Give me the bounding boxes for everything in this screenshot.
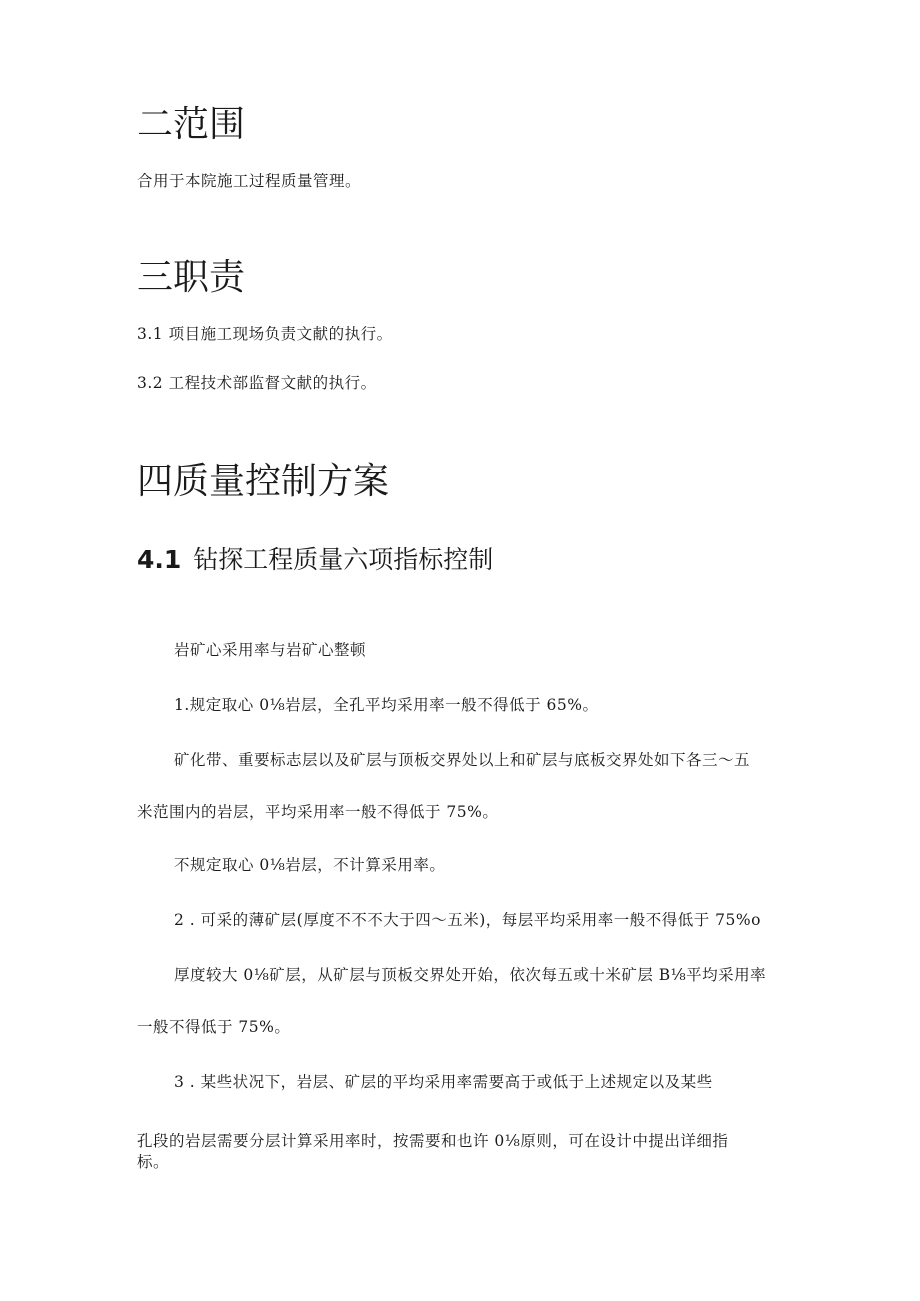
subsection-heading <box>137 545 493 575</box>
duty-item: 3.2 工程技术部监督文献的执行。 <box>137 374 377 392</box>
body-paragraph: 1.规定取心 0⅛岩层，全孔平均采用率一般不得低于 65%。 <box>174 696 599 714</box>
section-heading-duties: 三职责 <box>137 257 246 298</box>
section-heading-scope: 二范围 <box>137 104 246 145</box>
body-paragraph: 米范围内的岩层，平均采用率一般不得低于 75%。 <box>137 803 499 821</box>
body-paragraph: 标。 <box>137 1153 170 1171</box>
body-paragraph: 厚度较大 0⅛矿层，从矿层与顶板交界处开始，依次每五或十米矿层 B⅛平均采用率 <box>174 966 767 984</box>
section-heading-quality: 四质量控制方案 <box>137 461 390 502</box>
body-paragraph: 岩矿心采用率与岩矿心整顿 <box>174 641 367 659</box>
duty-item: 3.1 项目施工现场负责文献的执行。 <box>137 325 393 343</box>
body-paragraph: 矿化带、重要标志层以及矿层与顶板交界处以上和矿层与底板交界处如下各三～五 <box>174 751 751 769</box>
body-paragraph: 一般不得低于 75%。 <box>137 1018 291 1036</box>
body-paragraph: 2 . 可采的薄矿层(厚度不不不大于四～五米)，每层平均采用率一般不得低于 75%o <box>174 911 761 929</box>
scope-text: 合用于本院施工过程质量管理。 <box>137 172 362 190</box>
body-paragraph: 3 . 某些状况下，岩层、矿层的平均采用率需要高于或低于上述规定以及某些 <box>174 1073 713 1091</box>
subsection-title: 钻探工程质量六项指标控制 <box>193 545 494 574</box>
body-paragraph: 孔段的岩层需要分层计算采用率时，按需要和也许 0⅛原则，可在设计中提出详细指 <box>137 1132 729 1150</box>
body-paragraph: 不规定取心 0⅛岩层，不计算采用率。 <box>174 856 446 874</box>
subsection-number: 4.1 <box>137 545 182 574</box>
